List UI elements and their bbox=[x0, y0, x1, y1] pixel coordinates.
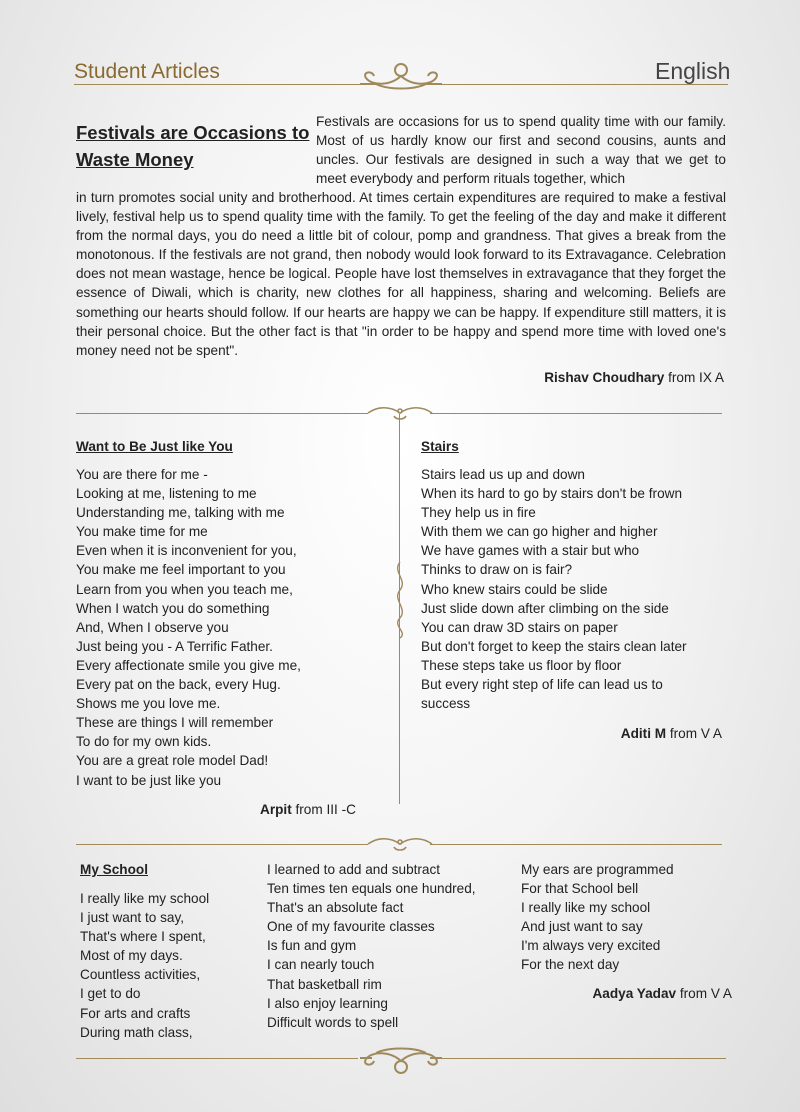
poem-line: You make me feel important to you bbox=[76, 562, 286, 578]
poem-line: They help us in fire bbox=[421, 505, 536, 521]
article-author bbox=[544, 370, 724, 385]
poem-line: You can draw 3D stairs on paper bbox=[421, 619, 618, 635]
poem-line: One of my favourite classes bbox=[267, 919, 435, 935]
poem3-title: My School bbox=[80, 862, 148, 877]
poem-line: Countless activities, bbox=[80, 967, 201, 983]
author-name: Aditi M bbox=[620, 726, 667, 741]
poem-line: And just want to say bbox=[521, 919, 643, 935]
poem-line: Every pat on the back, every Hug. bbox=[76, 677, 281, 693]
poem-line: With them we can go higher and higher bbox=[421, 524, 658, 540]
header-rule-right bbox=[438, 84, 728, 85]
poem-line: During math class, bbox=[80, 1024, 193, 1040]
poem-line: When I watch you do something bbox=[76, 600, 270, 616]
poem-line: Understanding me, talking with me bbox=[76, 505, 285, 521]
poem3-col2 bbox=[267, 860, 476, 1032]
poem1-body bbox=[76, 465, 301, 790]
poem-line: That basketball rim bbox=[267, 976, 382, 992]
poem2-author bbox=[621, 726, 722, 741]
article-title: Festivals are Occasions to Waste Money bbox=[76, 122, 310, 170]
poem-line: To do for my own kids. bbox=[76, 734, 212, 750]
poem1-title: Want to Be Just like You bbox=[76, 439, 233, 454]
poem-line: You are there for me - bbox=[76, 467, 208, 482]
poem-line: You make time for me bbox=[76, 524, 208, 540]
poem-line: These steps take us floor by floor bbox=[421, 657, 622, 673]
poem-line: Stairs lead us up and down bbox=[421, 467, 585, 482]
poem-line: For arts and crafts bbox=[80, 1005, 191, 1021]
poem-line: I want to be just like you bbox=[76, 772, 222, 788]
poem-line: Is fun and gym bbox=[267, 938, 357, 954]
poem-line: We have games with a stair but who bbox=[421, 543, 640, 559]
poem2-body bbox=[421, 465, 687, 713]
poem-line: Looking at me, listening to me bbox=[76, 486, 257, 502]
vertical-flourish-ornament bbox=[392, 560, 408, 640]
section-label: Student Articles bbox=[74, 60, 220, 83]
divider-rule-right bbox=[430, 413, 722, 414]
footer-rule-left bbox=[76, 1058, 358, 1059]
poem-line: For the next day bbox=[521, 957, 620, 973]
poem-line: Most of my days. bbox=[80, 948, 183, 964]
poem2-title: Stairs bbox=[421, 439, 459, 454]
article-intro: Festivals are occasions for us to spend quality time with our family. Most of us hardly know our first and second cousins, aunts and uncles. Our festivals are designed in such a way that we get to meet everybody and perform rituals together, which bbox=[316, 114, 726, 187]
header-flourish-ornament bbox=[358, 60, 444, 94]
header-rule-left bbox=[74, 84, 364, 85]
poem-line: You are a great role model Dad! bbox=[76, 753, 269, 769]
poem-line: That's an absolute fact bbox=[267, 900, 404, 916]
poem-line: Just being you - A Terrific Father. bbox=[76, 638, 273, 654]
poem-line: I really like my school bbox=[80, 891, 210, 906]
divider-rule-left bbox=[76, 413, 368, 414]
poem-line: I'm always very excited bbox=[521, 938, 661, 954]
article-body: in turn promotes social unity and brotherhood. At times certain expenditures are required to make a festival lively, festival help us to spend quality time with the family. To get the feeling of the day and make it different from the normal days, you do need a little bit of colour, pomp and grandness. That gives a break from the monotonous. If the festivals are not grand, then nobody would look forward to its Extravagance. Celebration does not mean wastage, hence be logical. People have lost themselves in extravagance that they forget the essence of Diwali, which is charity, new clothes for all happiness, sharing and welcoming. Beliefs are something our hearts should follow. If our hearts are happy we can be happy. If expenditure still matters, it is their personal choice. But the other fact is that "in order to be happy and spend more time with loved one's money need not be spent". bbox=[76, 190, 726, 358]
poem-line: That's where I spent, bbox=[80, 929, 206, 945]
author-class: from III -C bbox=[291, 802, 356, 817]
poem1-author bbox=[260, 802, 356, 817]
poem-line: When its hard to go by stairs don't be frown bbox=[421, 486, 683, 502]
poem-line: But don't forget to keep the stairs clean later bbox=[421, 638, 687, 654]
divider-rule-left bbox=[76, 844, 368, 845]
divider-flourish-ornament bbox=[364, 835, 436, 853]
poem-line: success bbox=[421, 696, 471, 712]
poem-line: I really like my school bbox=[521, 900, 651, 916]
poem-line: Learn from you when you teach me, bbox=[76, 581, 293, 597]
author-class: from V A bbox=[676, 986, 732, 1001]
author-class: from V A bbox=[666, 726, 722, 741]
divider-flourish-ornament bbox=[364, 404, 436, 422]
divider-rule-right bbox=[430, 844, 722, 845]
footer-rule-right bbox=[442, 1058, 726, 1059]
poem3-col3 bbox=[521, 860, 674, 975]
poem-line: Ten times ten equals one hundred, bbox=[267, 881, 476, 897]
poem-line: I just want to say, bbox=[80, 910, 185, 926]
poem-line: I get to do bbox=[80, 986, 141, 1002]
poem-line: Difficult words to spell bbox=[267, 1014, 399, 1030]
poem3-col1 bbox=[80, 889, 209, 1042]
poem-line: Thinks to draw on is fair? bbox=[421, 562, 573, 578]
author-name: Arpit bbox=[260, 802, 292, 817]
poem-line: I learned to add and subtract bbox=[267, 862, 441, 877]
author-name: Aadya Yadav bbox=[592, 986, 677, 1001]
poem-line: These are things I will remember bbox=[76, 715, 274, 731]
poem-line: I also enjoy learning bbox=[267, 995, 388, 1011]
poem-line: For that School bell bbox=[521, 881, 639, 897]
language-label: English bbox=[655, 58, 731, 84]
poem3-author bbox=[592, 986, 732, 1001]
poem-line: Just slide down after climbing on the side bbox=[421, 600, 669, 616]
poem-line: I can nearly touch bbox=[267, 957, 375, 973]
poem-line: Who knew stairs could be slide bbox=[421, 581, 608, 597]
author-name: Rishav Choudhary bbox=[544, 370, 665, 385]
poem-line: And, When I observe you bbox=[76, 619, 229, 635]
footer-flourish-ornament bbox=[358, 1043, 444, 1077]
poem-line: Shows me you love me. bbox=[76, 696, 221, 712]
poem-line: Even when it is inconvenient for you, bbox=[76, 543, 297, 559]
poem-line: My ears are programmed bbox=[521, 862, 674, 877]
poem-line: But every right step of life can lead us to bbox=[421, 677, 663, 693]
author-class: from IX A bbox=[664, 370, 724, 385]
poem-line: Every affectionate smile you give me, bbox=[76, 657, 301, 673]
